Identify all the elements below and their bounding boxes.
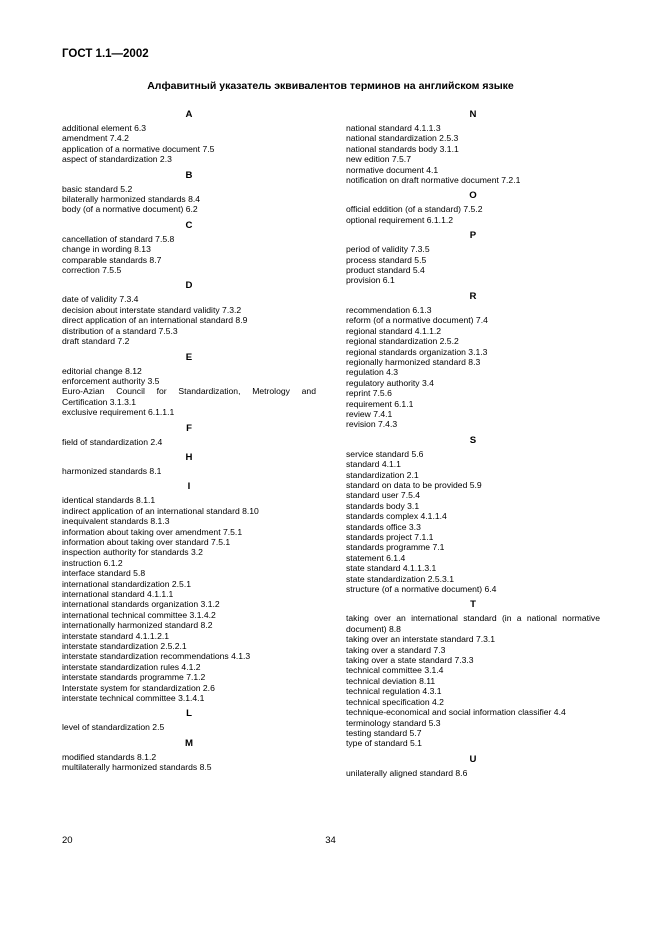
index-entry: standard 4.1.1 [346,459,401,470]
index-entry: regional standards organization 3.1.3 [346,346,488,357]
index-entry: interstate standard 4.1.1.2.1 [62,630,170,641]
index-entry: national standard 4.1.1.3 [346,123,441,133]
entry-list [62,437,316,447]
entry-list [62,466,316,476]
index-entry: technical regulation 4.3.1 [346,686,442,697]
index-entry: reprint 7.5.6 [346,388,392,399]
index-entry: structure (of a normative document) 6.4 [346,584,497,595]
index-entry: application of a normative document 7.5 [62,143,215,154]
index-entry: technical specification 4.2 [346,696,444,707]
index-entry: level of standardization 2.5 [62,722,165,733]
index-section [346,109,600,185]
index-entry: enforcement authority 3.5 [62,375,160,386]
index-section [346,291,600,430]
index-entry: recommendation 6.1.3 [346,304,432,315]
index-entry: inspection authority for standards 3.2 [62,547,203,558]
index-section [62,738,316,773]
index-entry: interstate standards programme 7.1.2 [62,672,206,683]
index-section [346,230,600,286]
section-letter: T [470,599,476,611]
index-entry: official eddition (of a standard) 7.5.2 [346,204,483,215]
index-entry: state standardization 2.5.3.1 [346,573,454,584]
index-entry: notification on draft normative document 7.2.1 [346,175,521,186]
document-code: ГОСТ 1.1—2002 [62,48,149,60]
index-entry: harmonized standards 8.1 [62,465,162,476]
section-letter: R [469,290,477,302]
index-entry: aspect of standardization 2.3 [62,154,172,165]
index-entry: taking over an interstate standard 7.3.1 [346,634,496,645]
section-letter: N [469,109,477,120]
index-section [62,708,316,732]
index-entry: review 7.4.1 [346,408,393,419]
index-entry: state standard 4.1.1.3.1 [346,563,437,574]
index-entry: testing standard 5.7 [346,727,422,738]
entry-list [346,768,600,778]
index-entry: multilaterally harmonized standards 8.5 [62,762,212,773]
index-entry: field of standardization 2.4 [62,436,163,447]
entry-list [62,123,316,165]
index-entry: standards office 3.3 [346,521,421,532]
section-letter: L [186,708,192,720]
index-entry: correction 7.5.5 [62,265,122,276]
index-entry: change in wording 8.13 [62,244,151,255]
index-column-right [346,109,600,783]
index-entry: process standard 5.5 [346,254,427,265]
index-entry: basic standard 5.2 [62,183,133,194]
index-section [62,109,316,165]
section-letter: H [185,451,193,463]
index-entry: indirect application of an international standard 8.10 [62,505,259,516]
index-entry: type of standard 5.1 [346,738,422,749]
index-entry: amendment 7.4.2 [62,133,129,144]
index-entry: national standardization 2.5.3 [346,133,459,144]
page-title: Алфавитный указатель эквивалентов терминов на английском языке [147,80,514,92]
entry-list [62,495,316,703]
index-entry: national standards body 3.1.1 [346,143,459,154]
index-entry: international standards organization 3.1.2 [62,599,220,610]
index-entry: interface standard 5.8 [62,568,146,579]
index-entry: taking over an international standard (in a national normative document) 8.8 [346,613,600,634]
section-letter: M [185,737,193,749]
index-entry: modified standards 8.1.2 [62,751,157,762]
section-letter: U [469,753,477,765]
index-section [62,220,316,276]
index-entry: interstate standardization 2.5.2.1 [62,641,187,652]
index-entry: regulation 4.3 [346,367,399,378]
index-entry: bilaterally harmonized standards 8.4 [62,194,201,205]
section-letter: O [469,190,477,202]
section-letter: C [185,219,193,231]
index-entry: standards programme 7.1 [346,542,445,553]
section-letter: A [185,109,193,120]
entry-list [62,722,316,732]
index-section [346,754,600,778]
index-entry: international standard 4.1.1.1 [62,589,174,599]
entry-list [346,449,600,595]
index-entry: technique-economical and social information classifier 4.4 [346,707,566,718]
index-section [346,435,600,595]
index-section [62,170,316,215]
entry-list [346,204,600,225]
index-entry: cancellation of standard 7.5.8 [62,233,175,244]
index-entry: standardization 2.1 [346,469,419,480]
entry-list [62,366,316,418]
index-entry: regulatory authority 3.4 [346,377,434,388]
section-letter: E [185,351,193,363]
entry-list [346,613,600,748]
entry-list [62,294,316,346]
page-number-center: 34 [325,835,336,846]
index-entry: technical committee 3.1.4 [346,665,444,676]
index-entry: body (of a normative document) 6.2 [62,204,198,215]
index-entry: standard on data to be provided 5.9 [346,479,482,490]
index-section [62,423,316,447]
index-section [62,352,316,418]
index-entry: Euro-Azian Council for Standardization, Metrology and Certification 3.1.3.1 [62,386,316,407]
index-entry: internationally harmonized standard 8.2 [62,620,213,631]
index-entry: regional standardization 2.5.2 [346,336,459,347]
section-letter: B [185,169,193,181]
page-number-left: 20 [62,835,73,846]
index-entry: international standardization 2.5.1 [62,578,191,589]
index-section [62,452,316,476]
index-section [62,280,316,346]
index-entry: new edition 7.5.7 [346,154,411,165]
index-entry: interstate technical committee 3.1.4.1 [62,693,205,704]
index-entry: standards body 3.1 [346,500,420,511]
index-entry: revision 7.4.3 [346,419,398,430]
index-entry: comparable standards 8.7 [62,254,162,265]
index-entry: direct application of an international standard 8.9 [62,315,248,326]
index-entry: international technical committee 3.1.4.2 [62,609,216,620]
index-entry: service standard 5.6 [346,448,424,459]
index-entry: taking over a state standard 7.3.3 [346,655,474,666]
index-entry: requirement 6.1.1 [346,398,414,409]
index-section [346,599,600,748]
index-entry: normative document 4.1 [346,164,439,175]
index-entry: date of validity 7.3.4 [62,294,139,305]
index-entry: information about taking over standard 7.5.1 [62,536,231,547]
index-entry: statement 6.1.4 [346,552,406,563]
index-entry: period of validity 7.3.5 [346,244,430,255]
index-entry: standard user 7.5.4 [346,490,421,501]
section-letter: D [185,280,193,292]
index-entry: inequivalent standards 8.1.3 [62,516,170,527]
entry-list [346,123,600,185]
section-letter: P [469,230,477,242]
index-column-left [62,109,316,778]
index-entry: reform (of a normative document) 7.4 [346,315,488,326]
entry-list [346,244,600,286]
index-entry: optional requirement 6.1.1.2 [346,214,454,225]
index-entry: distribution of a standard 7.5.3 [62,325,178,336]
index-entry: provision 6.1 [346,275,395,286]
index-entry: terminology standard 5.3 [346,717,441,728]
index-entry: exclusive requirement 6.1.1.1 [62,407,175,418]
index-section [62,481,316,703]
index-entry: editorial change 8.12 [62,365,142,376]
index-entry: additional element 6.3 [62,123,147,133]
index-entry: information about taking over amendment 7.5.1 [62,526,243,537]
index-entry: regionally harmonized standard 8.3 [346,356,481,367]
entry-list [62,752,316,773]
index-section [346,190,600,225]
entry-list [62,184,316,215]
index-entry: standards project 7.1.1 [346,532,434,542]
index-entry: taking over a standard 7.3 [346,644,446,655]
index-entry: decision about interstate standard validity 7.3.2 [62,304,242,315]
section-letter: I [187,481,191,493]
index-entry: identical standards 8.1.1 [62,495,156,506]
index-entry: product standard 5.4 [346,265,425,276]
index-entry: instruction 6.1.2 [62,557,123,568]
entry-list [62,234,316,276]
section-letter: S [469,434,477,446]
index-entry: standards complex 4.1.1.4 [346,511,447,522]
index-entry: interstate standardization recommendations 4.1.3 [62,651,251,662]
index-entry: interstate standardization rules 4.1.2 [62,661,201,672]
index-entry: Interstate system for standardization 2.6 [62,682,215,693]
index-entry: draft standard 7.2 [62,336,130,347]
entry-list [346,305,600,430]
section-letter: F [186,422,192,434]
index-entry: unilaterally aligned standard 8.6 [346,767,468,778]
index-entry: regional standard 4.1.1.2 [346,325,442,336]
index-entry: technical deviation 8.11 [346,675,436,686]
